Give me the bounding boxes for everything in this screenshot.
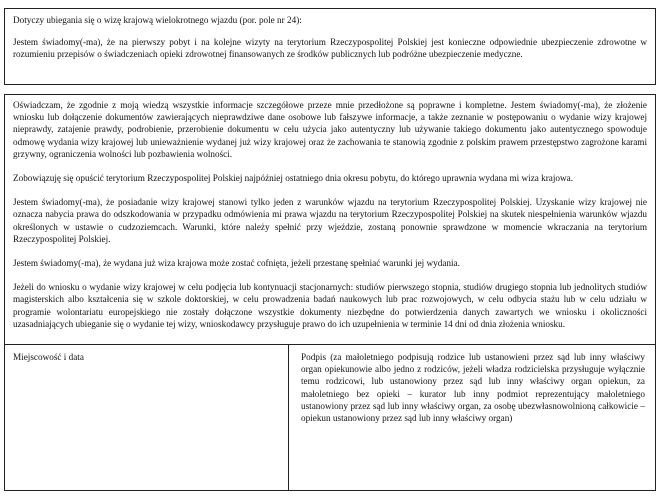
signature-cell[interactable] — [289, 345, 655, 490]
signature-label: Podpis (za małoletniego podpisują rodzice lub ustanowieni przez sąd lub inny właściwy organ opiekunowie albo jedno z rodziców, jeżeli władza rodzicielska przysługuje wyłącznie temu rodzicowi, lub ustanowiony przez sąd lub inny właściwy organ opiekun, za małoletniego bez opieki – kurator lub inny podmiot reprezentujący małoletniego ustanowiony przez sąd lub inny właściwy organ, za osobę ubezwłasnowolnioną całkowicie – opiekun ustanowiony przez sąd lub inny właściwy organ) — [301, 352, 645, 424]
declaration-visa-revocation: Jestem świadomy(-ma), że wydana już wiza krajowa może zostać cofnięta, jeżeli przestanę spełniać warunki jej wydania. — [13, 258, 460, 269]
multi-entry-visa-section — [4, 8, 656, 85]
declaration-leave-territory: Zobowiązuję się opuścić terytorium Rzeczypospolitej Polskiej najpóźniej ostatniego dnia okresu pobytu, do którego uprawnia wydana mi wiza krajowa. — [13, 173, 574, 184]
declaration-truthfulness: Oświadczam, że zgodnie z moją wiedzą wszystkie informacje szczegółowe przeze mnie przedłożone są poprawne i kompletne. Jestem świadomy(-ma), że złożenie wniosku lub dołączenie dokumentów zawierających nieprawdziwe dane osobowe lub fałszywe informacje, a także zeznanie w postępowaniu o wydanie wizy krajowej nieprawdy, zatajenie prawdy, podrobienie, przerobienie dokumentu w celu użycia jako autentyczny lub używanie takiego dokumentu jako autentycznego spowoduje odmowę wydania wizy krajowej lub unieważnienie wydanej już wizy krajowej oraz że zachowania te stanowią zgodnie z polskim prawem przestępstwo zagrożone karami grzywny, ograniczenia wolności lub pozbawienia wolności. — [13, 100, 647, 159]
place-date-label: Miejscowość i data — [13, 352, 84, 362]
health-insurance-statement: Jestem świadomy(-ma), że na pierwszy pobyt i na kolejne wizyty na terytorium Rzeczypospolitej Polskiej jest konieczne odpowiednie ubezpieczenie zdrowotne w rozumieniu przepisów o świadczeniach opieki zdrowotnej finansowanych ze środków publicznych lub podróżne ubezpieczenie medyczne. — [13, 37, 647, 60]
signature-row — [4, 345, 656, 491]
place-date-cell[interactable] — [5, 345, 289, 490]
declaration-document-supplement: Jeżeli do wniosku o wydanie wizy krajowej w celu podjęcia lub kontynuacji stacjonarnych: studiów pierwszego stopnia, studiów drugiego stopnia lub jednolitych studiów magisterskich albo kształcenia się w szkole doktorskiej, w celu prowadzenia badań naukowych lub prac rozwojowych, w celu odbycia stażu lub w celu udziału w programie wolontariatu europejskiego nie zostały dołączone wszystkie dokumenty niezbędne do potwierdzenia danych zawartych we wniosku i okoliczności uzasadniających ubieganie się o wydanie tej wizy, wnioskodawcy przysługuje prawo do ich uzupełnienia w terminie 14 dni od dnia złożenia wniosku. — [13, 282, 647, 329]
declarations-section — [4, 94, 656, 345]
declaration-entry-conditions: Jestem świadomy(-ma), że posiadanie wizy krajowej stanowi tylko jeden z warunków wjazdu na terytorium Rzeczypospolitej Polskiej. Uzyskanie wizy krajowej nie oznacza nabycia prawa do odszkodowania w przypadku odmówienia mi prawa wjazdu na terytorium Rzeczypospolitej Polskiej na skutek niespełnienia warunków wjazdu określonych w ustawie o cudzoziemcach. Warunki, które należy spełnić przy wjeździe, zostaną ponownie sprawdzone w momencie wkraczania na terytorium Rzeczypospolitej Polskiej. — [13, 197, 647, 244]
multi-entry-heading: Dotyczy ubiegania się o wizę krajową wielokrotnego wjazdu (por. pole nr 24): — [13, 15, 302, 25]
